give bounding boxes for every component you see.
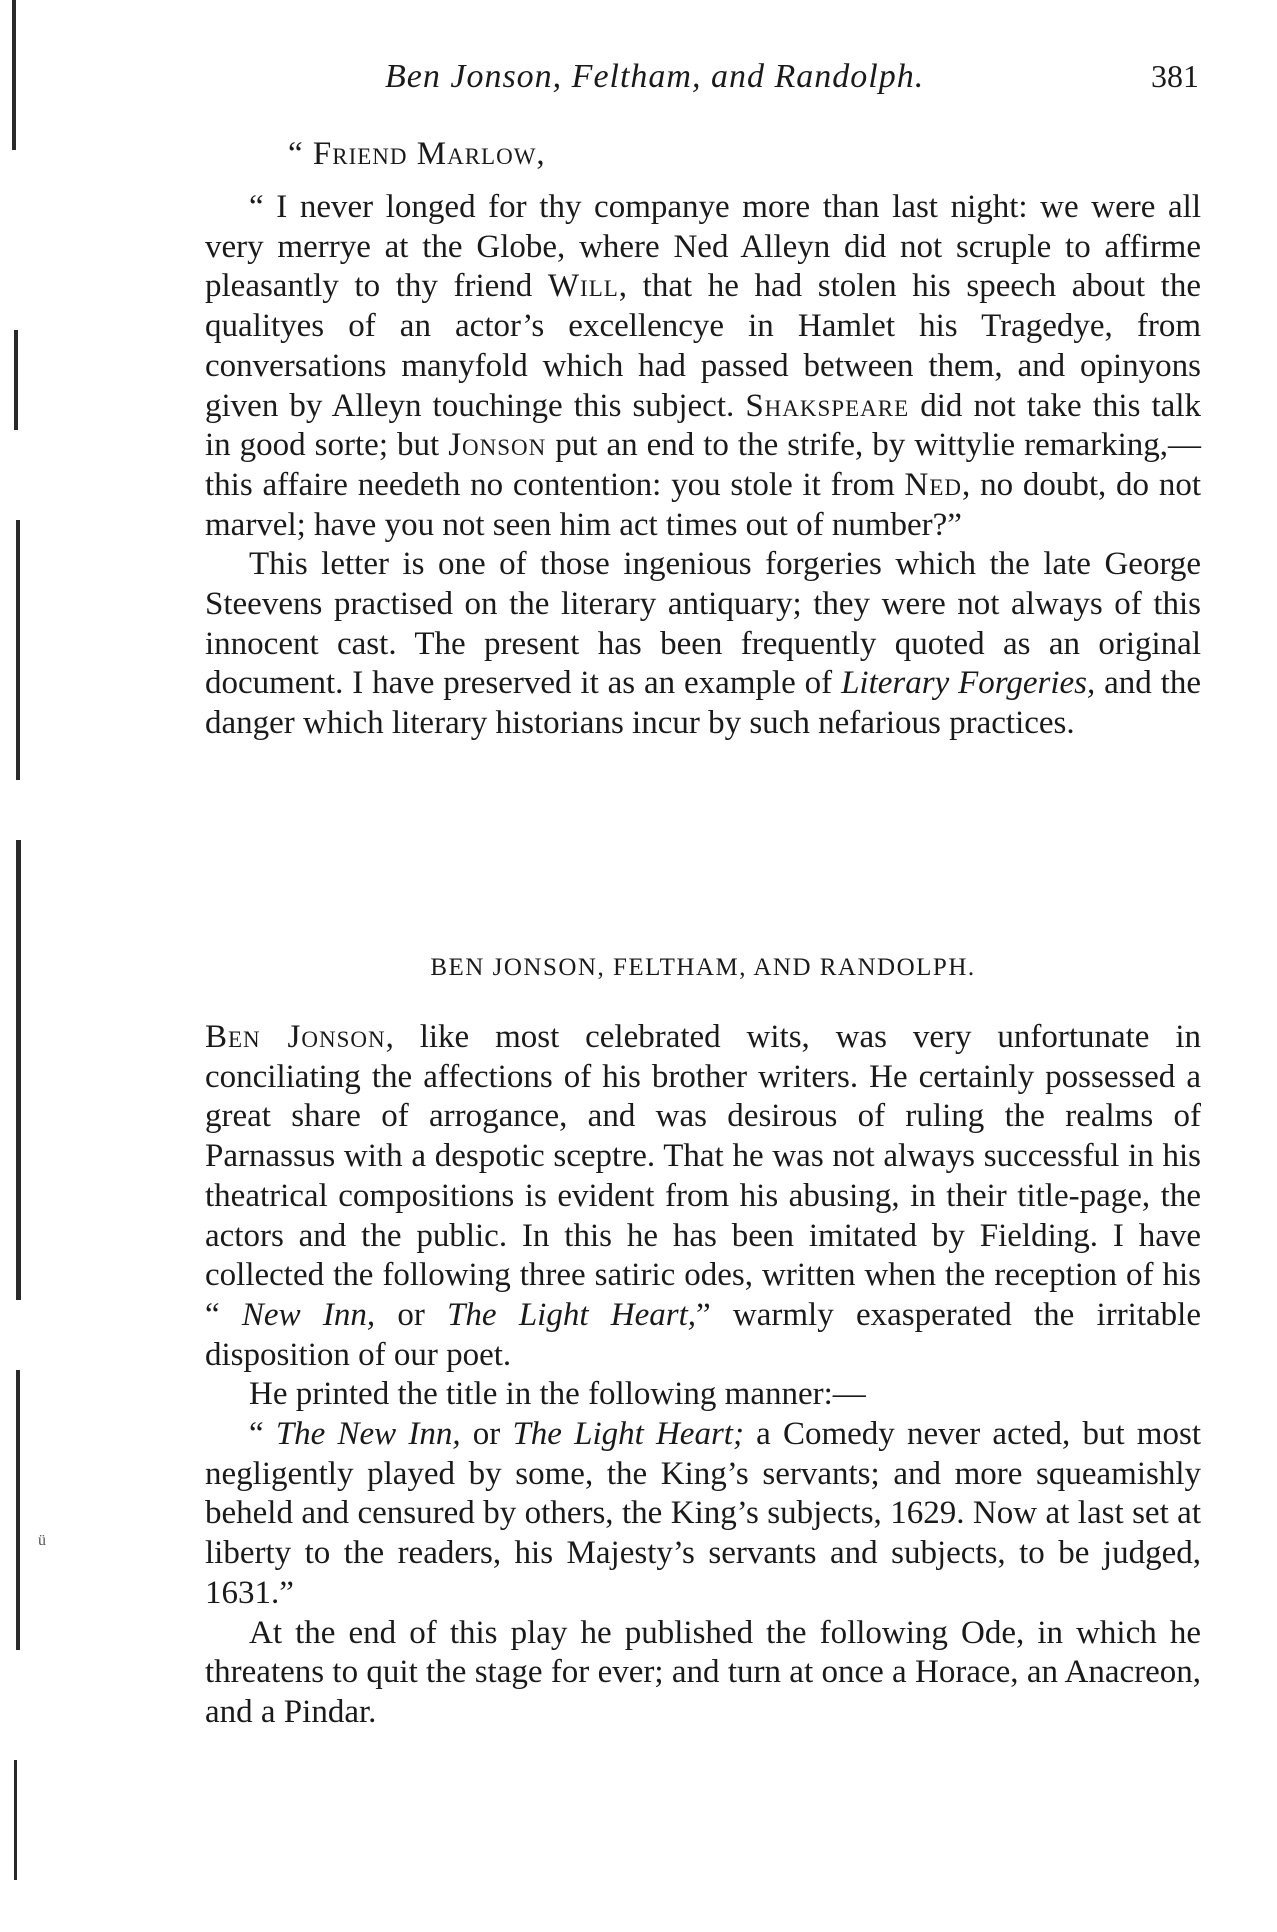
- page-number: 381: [1151, 58, 1199, 94]
- margin-mark: ü: [38, 1532, 46, 1549]
- section-paragraph-3: “ The New Inn, or The Light Heart; a Comedy never acted, but most negligently played by some, the King’s servants; and more squeamishly beheld and censured by others, the King’s subjects, 1629. Now at last set at liberty to the readers, his Majesty’s servants and subjects, to be judged, 1631.”: [205, 1416, 1201, 1611]
- literary-forgeries-italic: Literary Forgeries,: [841, 665, 1096, 702]
- section-paragraph-2: He printed the title in the following manner:—: [249, 1376, 866, 1413]
- section-body: [205, 1018, 1201, 1733]
- name-ben-jonson: Ben Jonson: [205, 1019, 386, 1055]
- section-paragraph-4: At the end of this play he published the following Ode, in which he threatens to quit the stage for ever; and turn at once a Horace, an Anacreon, and a Pindar.: [205, 1614, 1201, 1730]
- name-will: Will: [547, 268, 619, 305]
- letter-salutation: “ Friend Marlow,: [288, 136, 546, 172]
- running-head: [205, 58, 1205, 108]
- section-paragraph-1: Ben Jonson, like most celebrated wits, was very unfortunate in conciliating the affections of his brother writers. He certainly possessed a great share of arrogance, and was desirous of ruling the realms of Parnassus with a despotic sceptre. That he was not always successful in his theatrical compositions is evident from his abusing, in their title-page, the actors and the public. In this he has been imitated by Fielding. I have collected the following three satiric odes, written when the reception of his “ New Inn, or The Light Heart,” warmly exasperated the irritable disposition of our poet.: [205, 1019, 1201, 1373]
- letter-body: [205, 188, 1201, 744]
- name-ned: Ned: [904, 466, 963, 503]
- binding-edge-shadow: [0, 0, 38, 1932]
- name-shakspeare: Shakspeare: [745, 387, 910, 424]
- name-jonson: Jonson: [448, 427, 547, 464]
- commentary-paragraph: This letter is one of those ingenious forgeries which the late George Steevens practised on the literary antiquary; they were not always of this innocent cast. The present has been frequently quoted as an original document. I have preserved it as an example of Literary Forgeries, and the danger which literary historians incur by such nefarious practices.: [205, 546, 1201, 742]
- running-title: Ben Jonson, Feltham, and Randolph.: [385, 58, 925, 95]
- section-heading: BEN JONSON, FELTHAM, AND RANDOLPH.: [430, 954, 976, 981]
- letter-paragraph: “ I never longed for thy companye more than last night: we were all very merrye at the Globe, where Ned Alleyn did not scruple to affirme pleasantly to thy friend Will, that he had stolen his speech about the qualityes of an actor’s excellencye in Hamlet his Tragedye, from conversations manyfold which had passed between them, and opinyons given by Alleyn touchinge this subject. Shakspeare did not take this talk in good sorte; but Jonson put an end to the strife, by wittylie remarking,—this affaire needeth no contention: you stole it from Ned, no doubt, do not marvel; have you not seen him act times out of number?”: [205, 189, 1202, 543]
